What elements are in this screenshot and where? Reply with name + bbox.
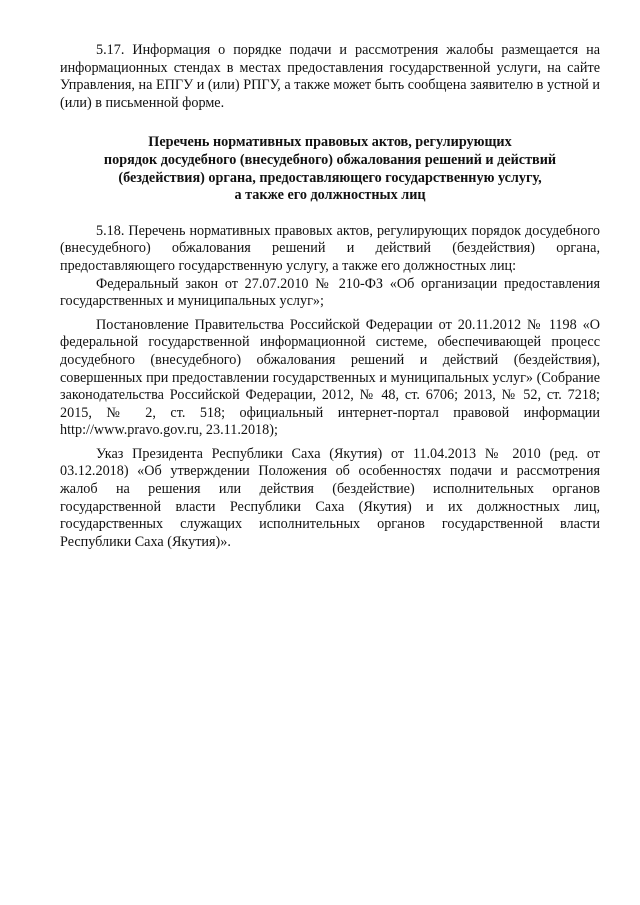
heading-line-4: а также его должностных лиц: [234, 187, 426, 204]
heading-line-3: (бездействия) органа, предоставляющего государственную услугу,: [118, 169, 542, 186]
paragraph-5-17: 5.17. Информация о порядке подачи и рассмотрения жалобы размещается на информационных стендах в местах предоставления государственной услуги, на сайте Управления, на ЕПГУ и (или) РПГУ, а также может быть сообщена заявителю в устной и (или) в письменной форме.: [60, 42, 600, 111]
section-heading: [60, 134, 600, 204]
heading-line-2: порядок досудебного (внесудебного) обжалования решений и действий: [103, 151, 557, 168]
document-page: [60, 42, 600, 551]
paragraph-federal-law: Федеральный закон от 27.07.2010 № 210-ФЗ «Об организации предоставления государственных и муниципальных услуг»;: [60, 275, 600, 310]
paragraph-postanovlenie: Постановление Правительства Российской Федерации от 20.11.2012 № 1198 «О федеральной государственной информационной системе, обеспечивающей процесс досудебного (внесудебного) обжалования решений и действий (бездействия), совершенных при предоставлении государственных и муниципальных услуг» (Собрание законодательства Российской Федерации, 2012, № 48, ст. 6706; 2013, № 52, ст. 7218; 2015, № 2, ст. 518; официальный интернет-портал правовой информации http://www.pravo.gov.ru, 23.11.2018);: [60, 316, 600, 439]
paragraph-ukaz: Указ Президента Республики Саха (Якутия) от 11.04.2013 № 2010 (ред. от 03.12.2018) «Об утверждении Положения об особенностях подачи и рассмотрения жалоб на решения или действия (бездействие) исполнительных органов государственной власти Республики Саха (Якутия) и их должностных лиц, государственных служащих исполнительных органов государственной власти Республики Саха (Якутия)».: [60, 445, 600, 550]
paragraph-5-18: 5.18. Перечень нормативных правовых актов, регулирующих порядок досудебного (внесудебного) обжалования решений и действий (бездействия) органа, предоставляющего государственную услугу, а также его должностных лиц:: [60, 222, 600, 274]
heading-line-1: Перечень нормативных правовых актов, регулирующих: [148, 134, 512, 151]
